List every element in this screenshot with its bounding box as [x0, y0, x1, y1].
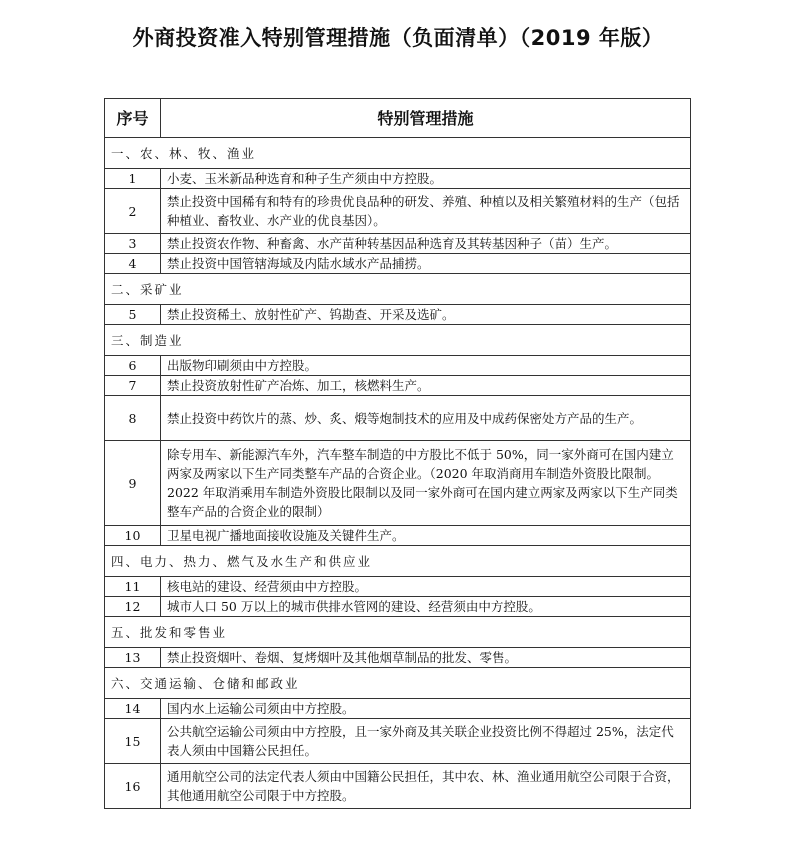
table-row	[105, 526, 691, 546]
category-row	[105, 617, 691, 648]
row-measure: 卫星电视广播地面接收设施及关键件生产。	[161, 526, 691, 546]
row-number: 2	[105, 189, 161, 234]
row-measure: 禁止投资农作物、种畜禽、水产苗种转基因品种选育及其转基因种子（苗）生产。	[161, 234, 691, 254]
row-number: 12	[105, 597, 161, 617]
row-measure: 出版物印刷须由中方控股。	[161, 356, 691, 376]
table-row	[105, 441, 691, 526]
row-number: 13	[105, 648, 161, 668]
table-row	[105, 577, 691, 597]
category-label: 一、农、林、牧、渔业	[105, 138, 691, 169]
table-row	[105, 254, 691, 274]
category-row	[105, 325, 691, 356]
table-row	[105, 376, 691, 396]
table-row	[105, 648, 691, 668]
row-measure: 除专用车、新能源汽车外，汽车整车制造的中方股比不低于 50%，同一家外商可在国内建立两家及两家以下生产同类整车产品的合资企业。（2020 年取消商用车制造外资股比限制。2022 年取消乘用车制造外资股比限制以及同一家外商可在国内建立两家及两家以下生产同类整车产品的合资企业的限制）	[161, 441, 691, 526]
table-row	[105, 234, 691, 254]
row-measure: 国内水上运输公司须由中方控股。	[161, 699, 691, 719]
row-number: 9	[105, 441, 161, 526]
row-measure: 禁止投资稀土、放射性矿产、钨勘查、开采及选矿。	[161, 305, 691, 325]
table-row	[105, 699, 691, 719]
document-title: 外商投资准入特别管理措施（负面清单）（2019 年版）	[132, 26, 664, 50]
row-measure: 禁止投资放射性矿产冶炼、加工，核燃料生产。	[161, 376, 691, 396]
table-row	[105, 305, 691, 325]
row-number: 4	[105, 254, 161, 274]
category-label: 三、制造业	[105, 325, 691, 356]
category-label: 五、批发和零售业	[105, 617, 691, 648]
row-number: 14	[105, 699, 161, 719]
row-number: 3	[105, 234, 161, 254]
table-row	[105, 597, 691, 617]
row-measure: 通用航空公司的法定代表人须由中国籍公民担任，其中农、林、渔业通用航空公司限于合资，其他通用航空公司限于中方控股。	[161, 764, 691, 809]
row-number: 7	[105, 376, 161, 396]
table-row	[105, 189, 691, 234]
row-measure: 禁止投资中药饮片的蒸、炒、炙、煅等炮制技术的应用及中成药保密处方产品的生产。	[161, 396, 691, 441]
row-measure: 禁止投资中国管辖海域及内陆水域水产品捕捞。	[161, 254, 691, 274]
row-measure: 公共航空运输公司须由中方控股，且一家外商及其关联企业投资比例不得超过 25%，法定代表人须由中国籍公民担任。	[161, 719, 691, 764]
category-row	[105, 668, 691, 699]
row-measure: 城市人口 50 万以上的城市供排水管网的建设、经营须由中方控股。	[161, 597, 691, 617]
row-measure: 核电站的建设、经营须由中方控股。	[161, 577, 691, 597]
table-row	[105, 356, 691, 376]
table-row	[105, 719, 691, 764]
header-serial-number: 序号	[105, 99, 161, 138]
table-header-row	[105, 99, 691, 138]
row-number: 15	[105, 719, 161, 764]
row-measure: 小麦、玉米新品种选育和种子生产须由中方控股。	[161, 169, 691, 189]
row-number: 5	[105, 305, 161, 325]
table-row	[105, 396, 691, 441]
row-measure: 禁止投资中国稀有和特有的珍贵优良品种的研发、养殖、种植以及相关繁殖材料的生产（包括种植业、畜牧业、水产业的优良基因）。	[161, 189, 691, 234]
table-row	[105, 169, 691, 189]
row-number: 6	[105, 356, 161, 376]
row-measure: 禁止投资烟叶、卷烟、复烤烟叶及其他烟草制品的批发、零售。	[161, 648, 691, 668]
category-row	[105, 546, 691, 577]
row-number: 16	[105, 764, 161, 809]
row-number: 11	[105, 577, 161, 597]
negative-list-table	[104, 98, 691, 809]
table-row	[105, 764, 691, 809]
row-number: 10	[105, 526, 161, 546]
category-label: 六、交通运输、仓储和邮政业	[105, 668, 691, 699]
category-row	[105, 138, 691, 169]
row-number: 8	[105, 396, 161, 441]
header-special-measures: 特别管理措施	[161, 99, 691, 138]
category-label: 四、电力、热力、燃气及水生产和供应业	[105, 546, 691, 577]
category-row	[105, 274, 691, 305]
category-label: 二、采矿业	[105, 274, 691, 305]
row-number: 1	[105, 169, 161, 189]
